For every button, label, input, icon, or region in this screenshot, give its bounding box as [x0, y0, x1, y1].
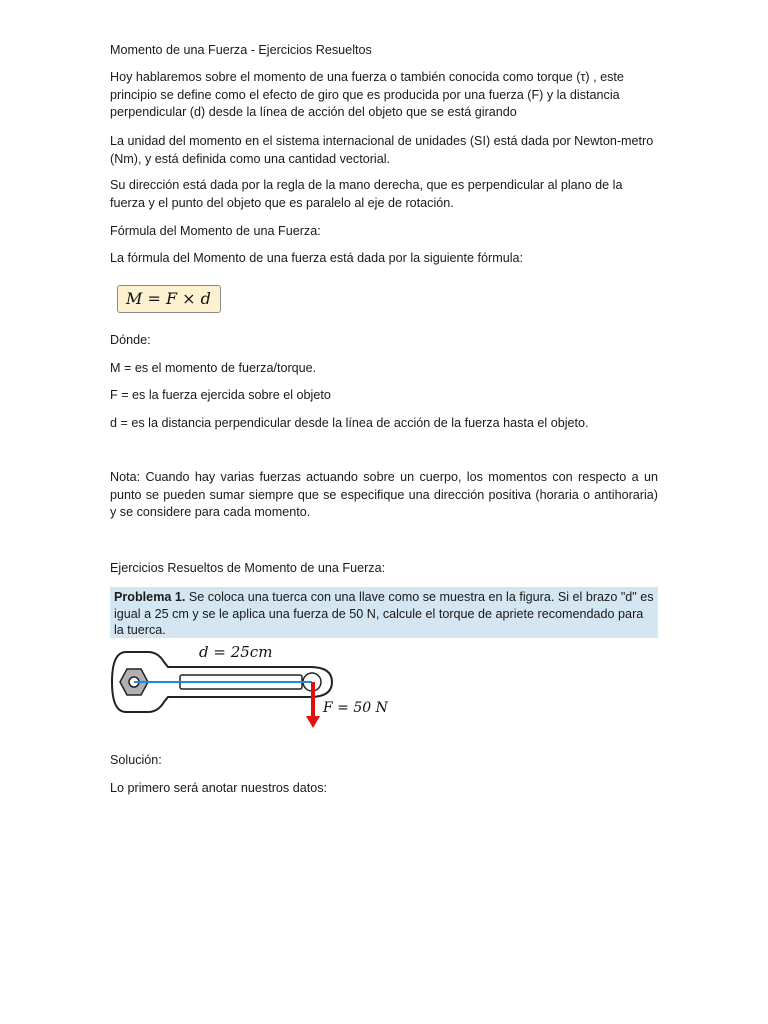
solution-label: Solución:: [110, 753, 162, 767]
wrench-figure: [110, 640, 410, 732]
formula-heading: Fórmula del Momento de una Fuerza:: [110, 224, 321, 238]
formula-box: [117, 285, 221, 313]
unit-paragraph: La unidad del momento en el sistema internacional de unidades (SI) está dada por Newton-metro (Nm), y está definida como una cantidad vectorial.: [110, 134, 654, 166]
note-paragraph: Nota: Cuando hay varias fuerzas actuando sobre un cuerpo, los momentos con respecto a un punto se pueden sumar siempre que se especifique una dirección positiva (horaria o antihoraria) y se considere para cada momento.: [110, 470, 658, 519]
definition-d: d = es la distancia perpendicular desde la línea de acción de la fuerza hasta el objeto.: [110, 416, 589, 430]
force-arrow-head: [306, 716, 320, 728]
document-title: Momento de una Fuerza - Ejercicios Resueltos: [110, 43, 372, 57]
formula-intro: La fórmula del Momento de una fuerza está dada por la siguiente fórmula:: [110, 251, 524, 265]
distance-label: d = 25cm: [199, 643, 273, 661]
problem-label: Problema 1.: [114, 590, 186, 604]
definition-m: M = es el momento de fuerza/torque.: [110, 361, 317, 375]
direction-paragraph: Su dirección está dada por la regla de la mano derecha, que es perpendicular al plano de la fuerza y el punto del objeto que es paralelo al eje de rotación.: [110, 178, 623, 210]
exercises-heading: Ejercicios Resueltos de Momento de una Fuerza:: [110, 561, 386, 575]
formula-text: M = F × d: [126, 289, 211, 308]
first-step-text: Lo primero será anotar nuestros datos:: [110, 781, 328, 795]
where-label: Dónde:: [110, 333, 151, 347]
definition-f: F = es la fuerza ejercida sobre el objeto: [110, 388, 331, 402]
problem-text: Se coloca una tuerca con una llave como se muestra en la figura. Si el brazo "d" es igual a 25 cm y se le aplica una fuerza de 50 N, calcule el torque de apriete recomendado para la tuerca.: [114, 590, 654, 637]
force-label: F = 50 N: [323, 700, 388, 716]
intro-paragraph: Hoy hablaremos sobre el momento de una fuerza o también conocida como torque (τ) , este principio se define como el efecto de giro que es producida por una fuerza (F) y la distancia perpendicular (d) desde la línea de acción del objeto que se está girando: [110, 70, 624, 119]
problem-1-box: [110, 587, 658, 638]
